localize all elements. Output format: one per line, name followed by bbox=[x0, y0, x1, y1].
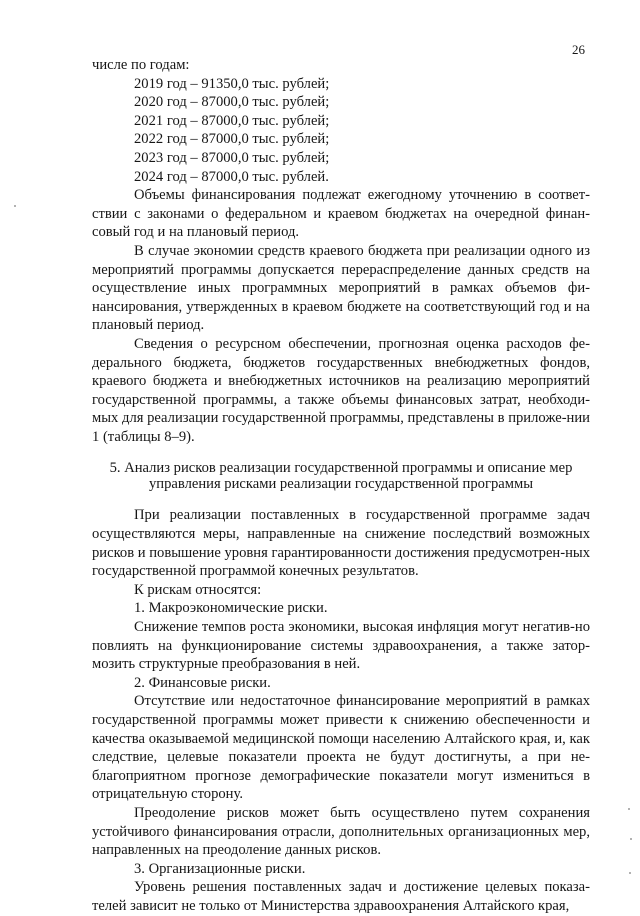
funding-year-item: 2023 год – 87000,0 тыс. рублей; bbox=[134, 149, 330, 166]
intro-line: числе по годам: bbox=[92, 57, 190, 73]
paragraph: В случае экономии средств краевого бюджета при реализации одного из мероприятий программы допускается перераспределение данных средств на осуществление иных программных мероприятий в рамках объемов фи-нансирования, утвержденных в краевом бюджете на соответствующий год и на плановый период. bbox=[92, 242, 590, 334]
funding-year-item: 2021 год – 87000,0 тыс. рублей; bbox=[134, 112, 330, 129]
risk-heading: 3. Организационные риски. bbox=[134, 860, 306, 877]
funding-year-item: 2022 год – 87000,0 тыс. рублей; bbox=[134, 131, 330, 148]
paragraph: К рискам относятся: bbox=[134, 581, 262, 598]
risk-heading: 1. Макроэкономические риски. bbox=[134, 600, 328, 617]
funding-year-item: 2020 год – 87000,0 тыс. рублей; bbox=[134, 94, 330, 111]
section-heading-line: 5. Анализ рисков реализации государственной программы и описание мер bbox=[109, 460, 573, 477]
paragraph: Отсутствие или недостаточное финансирование мероприятий в рамках государственной программы может привести к снижению обеспеченности и качества оказываемой медицинской помощи населению Алтайского края, и, как следствие, целевые показатели проекта не будут достигнуты, а при не-благоприятном прогнозе демографические показатели могут измениться в отрицательную сторону. bbox=[92, 693, 590, 803]
risk-heading: 2. Финансовые риски. bbox=[134, 674, 271, 691]
paragraph: Снижение темпов роста экономики, высокая инфляция могут негатив-но повлиять на функционирование системы здравоохранения, а также затор-мозить структурные преобразования в ней. bbox=[92, 619, 590, 673]
funding-year-item: 2024 год – 87000,0 тыс. рублей. bbox=[134, 168, 329, 185]
scan-speck bbox=[629, 872, 631, 874]
paragraph: Уровень решения поставленных задач и достижение целевых показа-телей зависит не только от Министерства здравоохранения Алтайского края, bbox=[92, 879, 590, 914]
paragraph: Объемы финансирования подлежат ежегодному уточнению в соответ-ствии с законами о федеральном и краевом бюджетах на очередной финан-совый год и на плановый период. bbox=[92, 187, 590, 241]
scan-speck bbox=[628, 808, 630, 810]
page-number: 26 bbox=[572, 42, 585, 57]
funding-by-year-list bbox=[92, 75, 590, 187]
paragraph: Преодоление рисков может быть осуществлено путем сохранения устойчивого финансирования отрасли, дополнительных организационных мер, направленных на преодоление данных рисков. bbox=[92, 804, 590, 859]
scan-speck bbox=[14, 205, 16, 207]
paragraph: Сведения о ресурсном обеспечении, прогнозная оценка расходов фе-дерального бюджета, бюджетов государственных внебюджетных фондов, краевого бюджета и внебюджетных источников на реализацию мероприятий государственной программы, а также объемы финансовых затрат, необходи-мых для реализации государственной программы, представлены в приложе-нии 1 (таблицы 8–9). bbox=[92, 335, 590, 445]
document-body bbox=[92, 56, 590, 916]
section-heading-line: управления рисками реализации государственной программы bbox=[148, 476, 533, 493]
funding-year-item: 2019 год – 91350,0 тыс. рублей; bbox=[134, 75, 330, 92]
scan-speck bbox=[630, 838, 632, 840]
paragraph: При реализации поставленных в государственной программе задач осуществляются меры, направленные на снижение последствий возможных рисков и повышение уровня гарантированности достижения предусмотрен-ных государственной программой конечных результатов. bbox=[92, 507, 590, 580]
section-heading bbox=[92, 460, 590, 492]
